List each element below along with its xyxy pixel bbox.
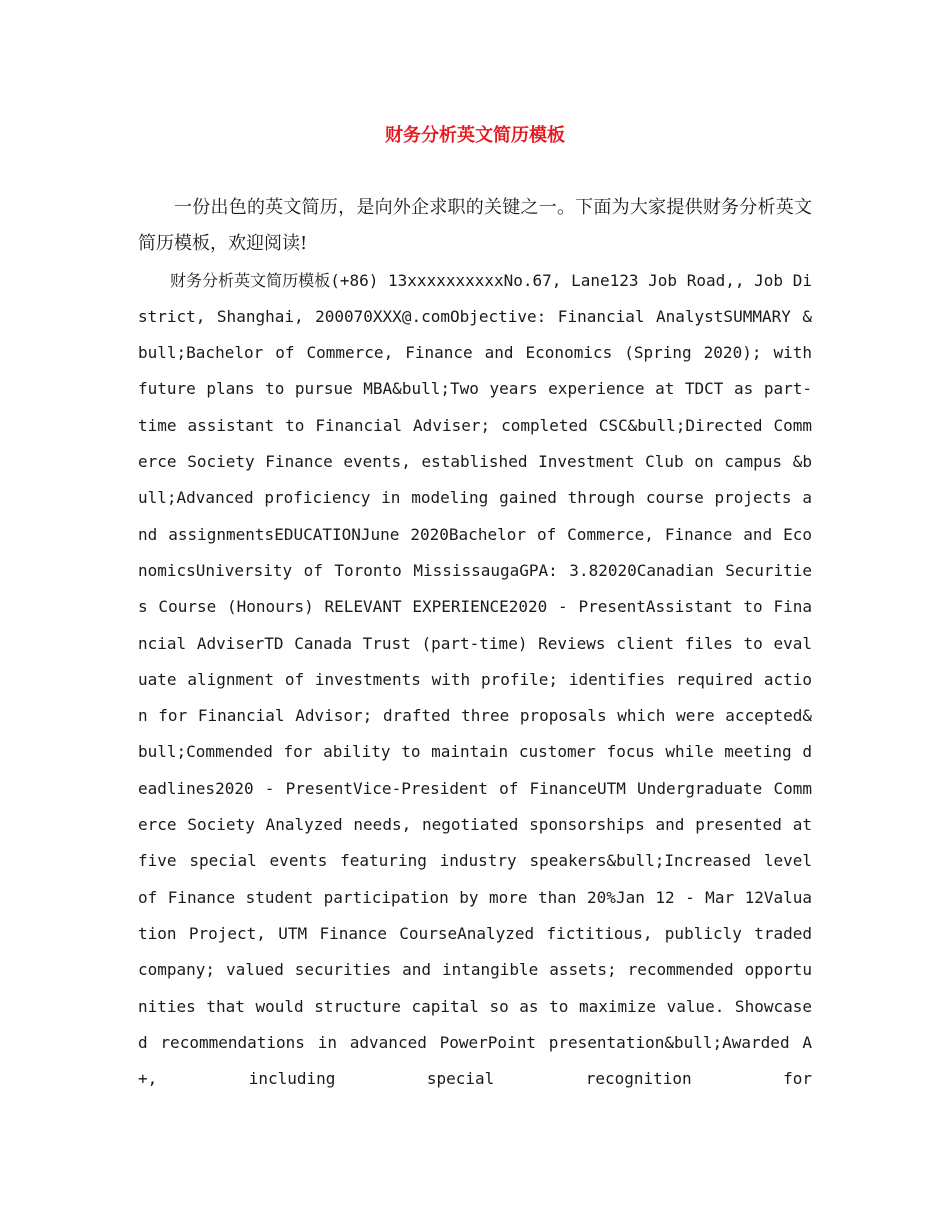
resume-body-paragraph: 财务分析英文简历模板(+86) 13xxxxxxxxxxNo.67, Lane123 Job Road,, Job District, Shanghai, 200070XXX@.comObjective: Financial AnalystSUMMARY &bull;Bachelor of Commerce, Finance and Economics (Spring 2020); with future plans to pursue MBA&bull;Two years experience at TDCT as part-time assistant to Financial Adviser; completed CSC&bull;Directed Commerce Society Finance events, established Investment Club on campus &bull;Advanced proficiency in modeling gained through course projects and assignmentsEDUCATIONJune 2020Bachelor of Commerce, Finance and EconomicsUniversity of Toronto MississaugaGPA: 3.82020Canadian Securities Course (Honours) RELEVANT EXPERIENCE2020 - PresentAssistant to Financial AdviserTD Canada Trust (part-time) Reviews client files to evaluate alignment of investments with profile; identifies required action for Financial Advisor; drafted three proposals which were accepted&bull;Commended for ability to maintain customer focus while meeting deadlines2020 - PresentVice-President of FinanceUTM Undergraduate Commerce Society Analyzed needs, negotiated sponsorships and presented at five special events featuring industry speakers&bull;Increased level of Finance student participation by more than 20%Jan 12 - Mar 12Valuation Project, UTM Finance CourseAnalyzed fictitious, publicly traded company; valued securities and intangible assets; recommended opportunities that would structure capital so as to maximize value. Showcased recommendations in advanced PowerPoint presentation&bull;Awarded A+, including special recognition for: [138, 270, 812, 1089]
page-title: 财务分析英文简历模板: [385, 125, 565, 146]
intro-paragraph: 一份出色的英文简历，是向外企求职的关键之一。下面为大家提供财务分析英文简历模板，欢迎阅读!: [138, 197, 812, 255]
document-content: [138, 190, 812, 1097]
